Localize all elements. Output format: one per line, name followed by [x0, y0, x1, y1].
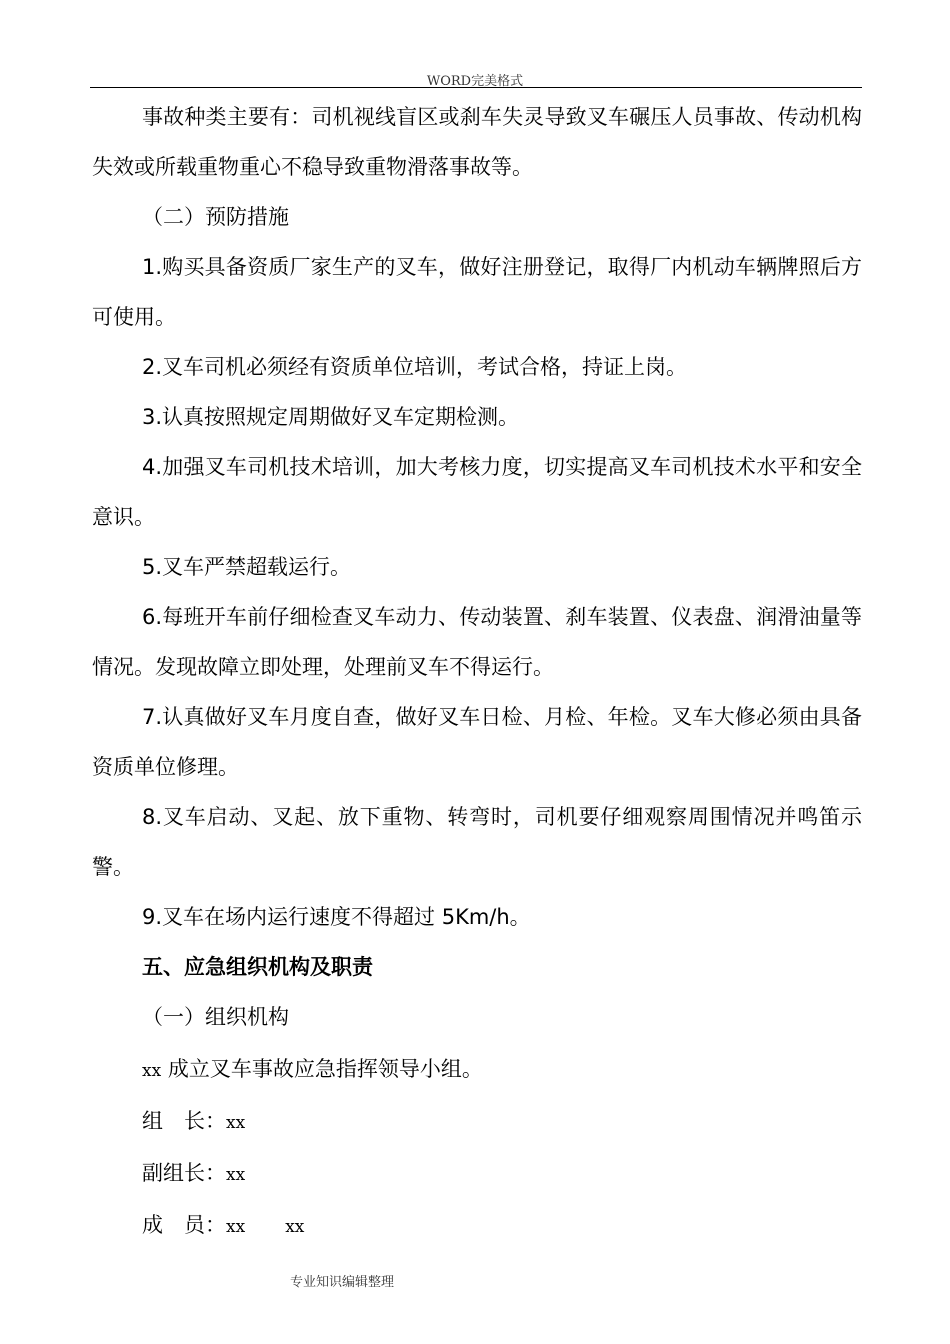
- paragraph-item-8: 8.叉车启动、叉起、放下重物、转弯时，司机要仔细观察周围情况并鸣笛示警。: [92, 805, 862, 879]
- paragraph-item-2: 2.叉车司机必须经有资质单位培训，考试合格，持证上岗。: [142, 355, 688, 379]
- members-label: 成 员：: [142, 1213, 226, 1237]
- deputy-label: 副组长：: [142, 1161, 226, 1185]
- document-body: [92, 92, 862, 1252]
- paragraph-item-7: 7.认真做好叉车月度自查，做好叉车日检、月检、年检。叉车大修必须由具备资质单位修理。: [92, 705, 862, 779]
- team-setup-text: 成立叉车事故应急指挥领导小组。: [167, 1057, 483, 1081]
- paragraph-item-9: 9.叉车在场内运行速度不得超过 5Km/h。: [142, 905, 531, 929]
- section-heading-emergency: 五、应急组织机构及职责: [142, 955, 373, 979]
- subheading-organization: （一）组织机构: [142, 1005, 289, 1029]
- paragraph-item-4: 4.加强叉车司机技术培训，加大考核力度，切实提高叉车司机技术水平和安全意识。: [92, 455, 862, 529]
- member-2: xx: [285, 1217, 305, 1237]
- paragraph-item-1: 1.购买具备资质厂家生产的叉车，做好注册登记，取得厂内机动车辆牌照后方可使用。: [92, 255, 862, 329]
- leader-value: xx: [226, 1113, 246, 1133]
- page-header: WORD完美格式: [426, 74, 524, 89]
- paragraph-team-setup: [92, 1044, 862, 1096]
- deputy-value: xx: [226, 1165, 246, 1185]
- members-line: [92, 1200, 862, 1252]
- deputy-line: [92, 1148, 862, 1200]
- paragraph-accident-types: 事故种类主要有：司机视线盲区或刹车失灵导致叉车碾压人员事故、传动机构失效或所载重物重心不稳导致重物滑落事故等。: [92, 105, 862, 179]
- header-rule: [90, 87, 862, 88]
- leader-line: [92, 1096, 862, 1148]
- org-name: xx: [142, 1061, 162, 1081]
- subheading-prevention: （二）预防措施: [142, 205, 289, 229]
- leader-label: 组 长：: [142, 1109, 226, 1133]
- paragraph-item-5: 5.叉车严禁超载运行。: [142, 555, 352, 579]
- page-footer: 专业知识编辑整理: [290, 1275, 395, 1290]
- paragraph-item-6: 6.每班开车前仔细检查叉车动力、传动装置、刹车装置、仪表盘、润滑油量等情况。发现故障立即处理，处理前叉车不得运行。: [92, 605, 862, 679]
- member-1: xx: [226, 1217, 246, 1237]
- paragraph-item-3: 3.认真按照规定周期做好叉车定期检测。: [142, 405, 520, 429]
